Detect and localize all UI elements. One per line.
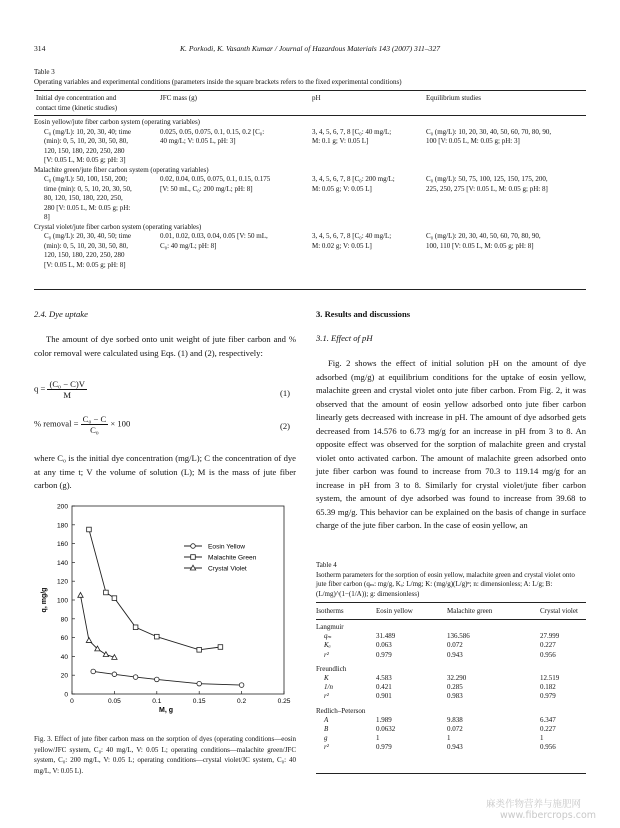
table3-cell: 225, 250, 275 [V: 0.05 L, M: 0.05 g; pH: 8] [426,184,548,193]
table4-value: 0.979 [540,692,556,701]
eq2-tail: × 100 [110,418,131,429]
table3-cell: C₀ (mg/L): 10, 20, 30, 40; time [44,127,132,136]
table3-cell: 0.025, 0.05, 0.075, 0.1, 0.15, 0.2 [C₀: [160,127,265,136]
table4-value: 0.943 [447,743,463,752]
table3-header-rule [34,115,586,116]
table4-value: 0.979 [376,650,392,659]
table3-header-2: JFC mass (g) [160,94,197,102]
table3-cell: 3, 4, 5, 6, 7, 8 [C₀: 200 mg/L; [312,175,395,183]
table4-header-rule [316,619,586,620]
table4-value: 32.290 [447,674,467,682]
eq1-lhs: q = [34,383,46,394]
table4-value: 0.943 [447,650,463,659]
table4-value: 0.901 [376,692,392,701]
table3-cell: C₀ (mg/L): 20, 30, 40, 50, 60, 70, 80, 90, [426,232,541,240]
table4-value: 0.182 [540,683,556,692]
x-tick-label: 0.1 [152,698,162,705]
legend-label: Eosin Yellow [208,543,246,551]
table4-value: 1.989 [376,715,392,724]
table4-value: 9.838 [447,715,463,724]
y-tick-label: 180 [56,522,68,530]
y-tick-label: 140 [56,559,68,567]
data-point-square [87,527,92,532]
table4-group-name: Freundlich [316,664,347,673]
table3-header-1a: Initial dye concentration and [36,94,117,102]
table4-bottom-rule [316,773,586,774]
table4-header-isotherms: Isotherms [316,607,344,615]
table3-cell: C₀: 40 mg/L; pH: 8] [160,241,217,250]
table4-value: 4.583 [376,674,392,682]
y-axis-label: q, mg/g [41,587,48,613]
data-point-triangle [78,593,83,598]
table3-cell: C₀ (mg/L): 50, 100, 150, 200; [44,175,128,183]
series-line [89,530,220,650]
legend-label: Malachite Green [208,554,257,562]
table3-cell: 100, 110 [V: 0.05 L, M: 0.05 g; pH: 8] [426,241,534,250]
journal-citation: K. Porkodi, K. Vasanth Kumar / Journal of Hazardous Materials 143 (2007) 311–327 [179,44,441,53]
legend-label: Crystal Violet [208,565,247,573]
table4-param: r² [324,650,329,659]
data-point-circle [155,677,160,682]
x-axis-label: M, g [159,707,173,714]
data-point-square [218,645,223,650]
table4-param: qₘ [324,632,332,641]
data-point-circle [239,683,244,688]
x-tick-label: 0 [70,698,74,705]
table4-param: A [324,715,329,724]
table4-value: 12.519 [540,674,560,682]
table4-value: 0.983 [447,692,463,701]
table4-param: r² [324,692,329,701]
table3-cell: [V: 50 mL, C₀: 200 mg/L; pH: 8] [160,184,253,193]
y-tick-label: 200 [56,503,68,511]
table4-value: 1 [447,734,451,743]
data-point-triangle [86,638,91,643]
eq2-denominator: C₀ [90,425,99,435]
table4-value: 0.227 [540,641,556,650]
table4-value: 31.489 [376,632,396,641]
table4-value: 136.586 [447,632,470,641]
table4-param: r² [324,743,329,752]
y-tick-label: 120 [56,578,68,586]
table3-top-rule [34,90,586,91]
effect-ph-paragraph: Fig. 2 shows the effect of initial solution pH on the amount of dye adsorbed (mg/g) at equilibrium conditions for the uptake of eosin yellow, malachite green and crystal violet onto jute fiber carbon. From Fig. 2, it was observed that the amount of eosin yellow adsorbed onto jute fiber carbon linearly gets decreased with increase in pH. The amount of dye adsorbed gets decreased from 14.576 to 6.73 mg/g for an increase in pH from 3 to 8. An opposite effect was observed for the sorption of malachite green and crystal violet onto activated carbon. The amount of malachite green adsorbed onto jute fiber carbon was found to increase from 70.3 to 119.14 mg/g for an increase in pH from 3 to 8. Similarly for crystal violet/jute fiber carbon system, the amount of dye adsorbed was found to increase from 39.68 to 65.39 mg/g. This behavior can be explained on the basis of change in surface charge of the jute fiber carbon. In the case of eosin yellow, an [316,358,586,530]
table4-value: 27.999 [540,632,560,641]
table4-value: 0.979 [376,743,392,752]
equation-2 [34,414,130,435]
data-point-circle [197,681,202,686]
data-point-square [197,648,202,653]
table3-cell: [V: 0.05 L, M: 0.05 g; pH: 3] [44,156,126,164]
table3-cell: 8] [44,213,50,221]
x-tick-label: 0.05 [107,698,121,705]
table3-group-title: Malachite green/jute fiber carbon system (operating variables) [34,165,209,174]
table3-cell: M: 0.02 g; V: 0.05 L] [312,241,372,250]
y-tick-label: 160 [56,541,68,549]
y-tick-label: 80 [60,616,68,624]
data-point-square [155,634,160,639]
table3-cell: 120, 150, 180, 220, 250, 280 [44,251,125,259]
table3-cell: C₀ (mg/L): 50, 75, 100, 125, 150, 175, 200, [426,175,548,183]
x-tick-label: 0.15 [192,698,206,705]
table4-param: g [324,734,328,743]
table3-cell: 80, 120, 150, 180, 220, 250, [44,194,123,202]
eq2-lhs: % removal = [34,418,79,429]
subsection-effect-ph: 3.1. Effect of pH [316,333,373,343]
table4-param: K [324,674,329,682]
table3-cell: [V: 0.05 L, M: 0.05 g; pH: 8] [44,260,126,269]
table4-caption-block [316,561,586,599]
table4-top-rule [316,602,586,603]
table4-header-crystal: Crystal violet [540,607,578,615]
watermark-line1: 麻类作物营养与施肥网 [486,799,582,810]
table4-value: 0.956 [540,743,556,752]
eq2-number: (2) [280,421,291,431]
table3-cell: C₀ (mg/L): 20, 30, 40, 50; time [44,232,132,240]
table4-value: 1 [376,734,380,743]
table3-cell: time (min): 0, 5, 10, 20, 30, 50, [44,184,132,193]
table3-cell: 3, 4, 5, 6, 7, 8 [C₀: 40 mg/L; [312,127,392,136]
eq1-number: (1) [280,388,291,398]
data-point-circle [112,672,117,677]
table4-caption: Isotherm parameters for the sorption of eosin yellow, malachite green and crystal violet onto jute fiber carbon (qₘ: mg/g, Kₐ: L/mg; K: (mg/g)(L/g)ⁿ; n: dimensionless; A: L/g; B: (L/mg)^(1−(1/A)); g: dimensionless) [316,570,575,598]
table3-cell: (min): 0, 5, 10, 20, 30, 50, 80, [44,241,128,250]
eq1-numerator: (C₀ − C)V [49,379,85,389]
data-point-square [133,625,138,630]
table4-value: 0.072 [447,725,463,733]
table3-cell: C₀ (mg/L): 10, 20, 30, 40, 50, 60, 70, 80, 90, [426,127,552,136]
table4-value: 0.063 [376,641,392,650]
table4-header-malachite: Malachite green [447,607,493,615]
data-point-circle [191,544,196,549]
table3-header-4: Equilibrium studies [426,94,482,102]
data-point-square [104,590,109,595]
y-tick-label: 0 [64,691,68,699]
table3-bottom-rule [34,289,586,290]
table4-header-eosin: Eosin yellow [376,607,413,615]
table3-cell: 40 mg/L; V: 0.05 L, pH: 3] [160,137,236,145]
table3-header-1b: contact time (kinetic studies) [36,103,118,112]
y-tick-label: 60 [60,635,68,643]
table4-value: 0.227 [540,725,556,733]
table3-label: Table 3 [34,68,55,76]
data-point-triangle [103,652,108,657]
table4-value: 0.956 [540,650,556,659]
plot-frame [72,506,284,694]
equation-1 [34,379,87,400]
table3-cell: 0.01, 0.02, 0.03, 0.04, 0.05 [V: 50 mL, [160,232,268,240]
table4-label: Table 4 [316,561,337,569]
data-point-square [112,596,117,601]
y-tick-label: 100 [56,597,68,605]
table4-value: 6.347 [540,715,556,724]
table4-value: 0.285 [447,683,463,692]
table4-group-name: Langmuir [316,623,344,631]
table3-cell: 280 [V: 0.05 L, M: 0.05 g; pH: [44,203,131,212]
table3-cell: 120, 150, 180, 220, 250, 280 [44,146,125,155]
table4-value: 1 [540,734,544,743]
table4-value: 0.0632 [376,725,396,733]
y-tick-label: 40 [60,653,68,661]
table4-param: B [324,725,329,733]
definitions-paragraph: where C₀ is the initial dye concentration (mg/L); C the concentration of dye at any time t; V the volume of solution (L); M is the mass of jute fiber carbon (g). [34,453,296,490]
table3-cell: 100 [V: 0.05 L, M: 0.05 g; pH: 3] [426,137,520,145]
table3-cell: 3, 4, 5, 6, 7, 8 [C₀: 40 mg/L; [312,232,392,240]
data-point-square [191,555,196,560]
data-point-circle [133,675,138,680]
table3-group-title: Crystal violet/jute fiber carbon system (operating variables) [34,222,202,231]
watermark-line2: www.fibercrops.com [500,810,597,821]
section-dye-uptake: 2.4. Dye uptake [34,309,88,319]
table3-group-title: Eosin yellow/jute fiber carbon system (operating variables) [34,118,201,126]
table3-cell: 0.02, 0.04, 0.05, 0.075, 0.1, 0.15, 0.175 [160,175,271,183]
eq2-numerator: C₀ − C [82,414,107,424]
table3-caption-block [34,68,586,87]
table3-caption: Operating variables and experimental conditions (parameters inside the square brackets refers to the fixed experimental conditions) [34,77,402,86]
x-tick-label: 0.2 [237,698,247,705]
figure3-chart [34,498,296,724]
table3-cell: M: 0.05 g; V: 0.05 L] [312,184,372,193]
page-number: 314 [34,44,46,53]
table4-param: 1/n [324,683,333,692]
x-tick-label: 0.25 [277,698,291,705]
table3-cell: M: 0.1 g; V: 0.05 L] [312,137,369,145]
section-results: 3. Results and discussions [316,309,411,319]
dye-uptake-paragraph: The amount of dye sorbed onto unit weight of jute fiber carbon and % color removal were calculated using Eqs. (1) and (2), respectively: [34,334,296,358]
table4-value: 0.072 [447,641,463,650]
table3-header-3: pH [312,94,321,102]
table4-param: Kₐ [324,641,331,650]
table4-value: 0.421 [376,683,392,692]
data-point-circle [91,669,96,674]
table4-group-name: Redlich–Peterson [316,706,366,715]
eq1-denominator: M [63,390,72,400]
table3-cell: (min): 0, 5, 10, 20, 30, 50, 80, [44,137,128,145]
figure3-caption: Fig. 3. Effect of jute fiber carbon mass on the sorption of dyes (operating conditions—eosin yellow/JFC system, C₀: 40 mg/L, V: 0.05 L; operating conditions—malachite green/JFC system, C₀: 200 mg/L, V: 0.05 L; operating conditions—crystal violet/JC system, C₀: 40 mg/L, V: 0.05 L). [34,735,296,775]
y-tick-label: 20 [60,672,68,680]
